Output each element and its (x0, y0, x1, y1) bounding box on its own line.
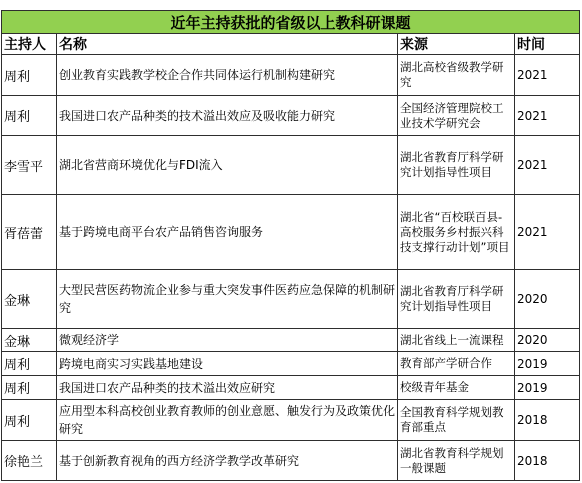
host-cell[interactable]: 李雪平 (2, 136, 57, 195)
title-row (2, 11, 580, 34)
year-cell[interactable]: 2018 (515, 400, 580, 441)
host-cell[interactable]: 金琳 (2, 270, 57, 329)
host-cell[interactable]: 徐艳兰 (2, 441, 57, 481)
project-name-cell[interactable]: 跨境电商实习实践基地建设 (57, 352, 398, 376)
table-row (2, 400, 580, 441)
source-cell[interactable]: 湖北省教育科学规划一般课题 (398, 441, 515, 481)
year-cell[interactable]: 2018 (515, 441, 580, 481)
host-cell[interactable]: 金琳 (2, 329, 57, 352)
project-name-cell[interactable]: 大型民营医药物流企业参与重大突发事件医药应急保障的机制研究 (57, 270, 398, 329)
header-source[interactable]: 来源 (398, 34, 515, 55)
table-row (2, 270, 580, 329)
year-cell[interactable]: 2020 (515, 270, 580, 329)
year-cell[interactable]: 2019 (515, 352, 580, 376)
project-name-cell[interactable]: 湖北省营商环境优化与FDI流入 (57, 136, 398, 195)
project-name-cell[interactable]: 创业教育实践教学校企合作共同体运行机制构建研究 (57, 55, 398, 96)
host-cell[interactable]: 周利 (2, 352, 57, 376)
source-cell[interactable]: 全国经济管理院校工业技术学研究会 (398, 96, 515, 136)
table-row (2, 195, 580, 270)
header-row (2, 34, 580, 55)
table-row (2, 441, 580, 481)
source-cell[interactable]: 湖北省教育厅科学研究计划指导性项目 (398, 270, 515, 329)
header-year[interactable]: 时间 (515, 34, 580, 55)
project-name-cell[interactable]: 微观经济学 (57, 329, 398, 352)
source-cell[interactable]: 全国教育科学规划教育部重点 (398, 400, 515, 441)
source-cell[interactable]: 教育部产学研合作 (398, 352, 515, 376)
project-name-cell[interactable]: 我国进口农产品种类的技术溢出效应研究 (57, 376, 398, 400)
table-row (2, 96, 580, 136)
project-name-cell[interactable]: 应用型本科高校创业教育教师的创业意愿、触发行为及政策优化研究 (57, 400, 398, 441)
source-cell[interactable]: 校级青年基金 (398, 376, 515, 400)
table-row (2, 136, 580, 195)
table-row (2, 376, 580, 400)
header-host[interactable]: 主持人 (2, 34, 57, 55)
source-cell[interactable]: 湖北省线上一流课程 (398, 329, 515, 352)
table-row (2, 352, 580, 376)
year-cell[interactable]: 2021 (515, 136, 580, 195)
research-projects-table (1, 10, 580, 481)
project-name-cell[interactable]: 我国进口农产品种类的技术溢出效应及吸收能力研究 (57, 96, 398, 136)
year-cell[interactable]: 2019 (515, 376, 580, 400)
source-cell[interactable]: 湖北省教育厅科学研究计划指导性项目 (398, 136, 515, 195)
table-row (2, 329, 580, 352)
host-cell[interactable]: 周利 (2, 400, 57, 441)
host-cell[interactable]: 周利 (2, 55, 57, 96)
header-name[interactable]: 名称 (57, 34, 398, 55)
year-cell[interactable]: 2021 (515, 96, 580, 136)
year-cell[interactable]: 2021 (515, 55, 580, 96)
host-cell[interactable]: 周利 (2, 376, 57, 400)
source-cell[interactable]: 湖北省“百校联百县-高校服务乡村振兴科技支撑行动计划”项目 (398, 195, 515, 270)
source-cell[interactable]: 湖北高校省级教学研究 (398, 55, 515, 96)
host-cell[interactable]: 胥蓓蕾 (2, 195, 57, 270)
table-row (2, 55, 580, 96)
year-cell[interactable]: 2020 (515, 329, 580, 352)
year-cell[interactable]: 2021 (515, 195, 580, 270)
project-name-cell[interactable]: 基于跨境电商平台农产品销售咨询服务 (57, 195, 398, 270)
table-title[interactable]: 近年主持获批的省级以上教科研课题 (2, 11, 580, 34)
project-name-cell[interactable]: 基于创新教育视角的西方经济学教学改革研究 (57, 441, 398, 481)
host-cell[interactable]: 周利 (2, 96, 57, 136)
